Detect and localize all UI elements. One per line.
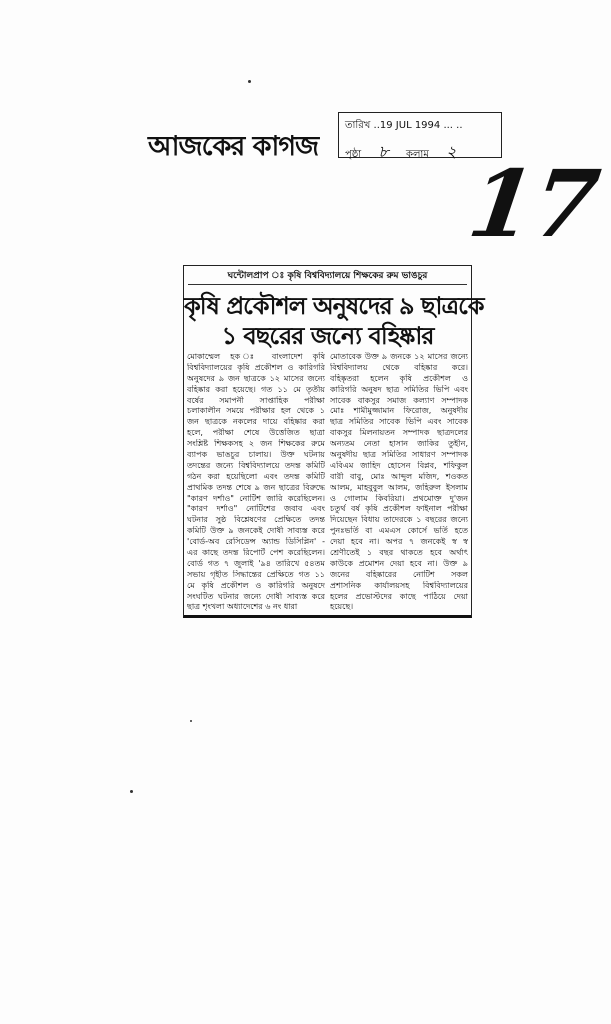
- article-text-line: প্রাথমিক তদন্ত শেষে ৯ জন ছাত্রের বিরুদ্ধে: [187, 482, 325, 492]
- article-strapline: ঘন্টোলপ্রাপ ঃ কৃষি বিশ্ববিদ্যালয়ে শিক্ষকের রুম ভাঙচুর: [188, 269, 467, 285]
- article-text-line: ও গোলাম কিবরিয়া। প্রথমোক্ত দু'জন: [330, 493, 468, 503]
- article-text-line: সাবেক বাকসুর সমাজ কল্যাণ সম্পাদক: [330, 395, 468, 405]
- article-text-line: বোর্ড গত ৭ জুলাই '৯৪ তারিখে ৫৪তম: [187, 558, 325, 568]
- article-text-line: দিয়েছেন বিধায় তাদেরকে ১ বছরের জন্যে: [330, 515, 468, 525]
- article-text-line: "কারণ দর্শাও" নোটিশের জবাব এবং: [187, 504, 325, 514]
- article-text-line: এবিএম জাহিদ হোসেন বিপ্লব, শফিকুল: [330, 460, 468, 470]
- article-text-line: বর্ষের সমাপনী সাপ্তাহিক পরীক্ষা: [187, 395, 325, 405]
- stamp-page-value: ৮: [378, 142, 389, 161]
- article-text-line: দেয়া হবে না। অপর ৭ জনকেই স্ব স্ব: [330, 537, 468, 547]
- article-text-line: কাউকে প্রমোশন দেয়া হবে না। উক্ত ৯: [330, 558, 468, 568]
- article-column-left: [187, 352, 325, 613]
- article-text-line: হলে, পরীক্ষা শেষে উত্তেজিত ছাত্রা: [187, 428, 325, 438]
- article-text-line: অন্যতম নেতা হাসান জাকির তুহীন,: [330, 439, 468, 449]
- stamp-date-value: 19 JUL 1994: [379, 120, 441, 131]
- article-text-line: মোতাবেক উক্ত ৯ জনকে ১২ মাসের জন্যে: [330, 352, 468, 361]
- article-text-line: বাকসুর মিলনায়তন সম্পাদক ছাত্রদলের: [330, 428, 468, 438]
- article-text-line: মে কৃষি প্রকৌশল ও কারিগরি অনুষদে: [187, 580, 325, 590]
- article-text-line: সংঘটিত ঘটনার জন্যে দোষী সাব্যস্ত করে: [187, 591, 325, 601]
- article-text-line: জন ছাত্রকে নকলের দায়ে বহিষ্কার করা: [187, 417, 325, 427]
- article-text-line: আলম, মাহবুবুল আলম, জহিরুল ইসলাম: [330, 482, 468, 492]
- article-text-line: হয়েছে।: [330, 602, 354, 612]
- article-column-right: [330, 352, 468, 613]
- article-text-line: কারিগরি অনুষদ ছাত্র সমিতির ভিপি এবং: [330, 384, 468, 394]
- article-text-line: ছাত্র সমিতির সাবেক ভিপি এবং সাবেক: [330, 417, 468, 427]
- article-text-line: অনুষদের ৯ জন ছাত্রকে ১২ মাসের জন্যে: [187, 373, 325, 383]
- article-text-line: শ্রেণীতেই ১ বছর থাকতে হবে অর্থাৎ: [330, 548, 468, 558]
- stamp-column-value: ২: [446, 142, 457, 161]
- handwritten-number: 17: [462, 150, 606, 258]
- article-text-line: ঘটনার সুষ্ঠ বিশ্লেষণের প্রেক্ষিতে তদন্ত: [187, 515, 325, 525]
- article-text-line: ছাত্র শৃংখলা অধ্যাদেশের ৬ নং ধারা: [187, 602, 298, 612]
- article-text-line: অনুষদীয় ছাত্র সমিতির সাধারণ সম্পাদক: [330, 450, 468, 460]
- article-text-line: পুনঃভর্তি বা এমএস কোর্সে ভর্তি হতে: [330, 526, 468, 536]
- article-text-line: বহিষ্কৃতরা হলেন কৃষি প্রকৌশল ও: [330, 373, 468, 383]
- article-text-line: বিশ্ববিদ্যালয়ের কৃষি প্রকৌশল ও কারিগরি: [187, 362, 325, 372]
- article-headline-line2: ১ বছরের জন্যে বহিষ্কার: [221, 322, 434, 350]
- article-text-line: বহিষ্কার করা হয়েছে। গত ১১ মে তৃতীয়: [187, 384, 325, 394]
- stamp-column-label: কলাম: [405, 149, 429, 160]
- article-text-line: হলের প্রভোস্টদের কাছে পাঠিয়ে দেয়া: [330, 591, 468, 601]
- stamp-date-label: তারিখ: [345, 120, 371, 131]
- newspaper-masthead: আজকের কাগজ: [148, 131, 319, 162]
- article-text-line: মোকাম্মেল হক ঃ বাংলাদেশ কৃষি: [187, 352, 325, 361]
- article-text-line: ব্যাপক ভাঙচুর চালায়। উক্ত ঘটনায়: [187, 450, 325, 460]
- article-headline-line1: কৃষি প্রকৌশল অনুষদের ৯ ছাত্রকে: [184, 292, 484, 320]
- article-text-line: বিশ্ববিদ্যালয় থেকে বহিষ্কার করে।: [330, 362, 468, 372]
- article-text-line: তদন্তের জন্যে বিশ্ববিদ্যালয়ে তদন্ত কমিটি: [187, 460, 325, 470]
- article-text-line: চলাকালীন সময়ে পরীক্ষার হল থেকে ১: [187, 406, 325, 416]
- article-text-line: জনের বহিষ্কারের নোটিশ সকল: [330, 569, 468, 579]
- article-text-line: "কারণ দর্শাও" নোটিশ জারি করেছিলেন।: [187, 493, 325, 503]
- article-text-line: কমিটি উক্ত ৯ জনকেই দোষী সাব্যস্ত করে: [187, 526, 325, 536]
- article-text-line: 'বোর্ড-অব রেসিডেন্স অ্যান্ড ডিসিপ্লিন' -: [187, 537, 325, 547]
- article-text-line: গঠন করা হয়েছিলো এবং তদন্ত কমিটি: [187, 471, 325, 481]
- article-text-line: বারী বাবু, মোঃ আব্দুল মজিদ, শওকত: [330, 471, 468, 481]
- stamp-date-row: তারিখ ..19 JUL 1994 ... ..: [345, 120, 463, 131]
- article-text-line: এর কাছে তদন্ত রিপোর্ট পেশ করেছিলেন।: [187, 548, 325, 558]
- article-text-line: সভায় গৃহীত সিদ্ধান্তের প্রেক্ষিতে গত ১১: [187, 569, 325, 579]
- article-text-line: মোঃ শামীমুজ্জামান ফিরোজ, অনুষদীয়: [330, 406, 468, 416]
- article-text-line: প্রশাসনিক কার্যালয়সহ বিশ্ববিদ্যালয়ের: [330, 580, 468, 590]
- stamp-page-label: পৃষ্ঠা: [345, 149, 362, 160]
- article-text-line: সংশ্লিষ্ট শিক্ষকসহ ২ জন শিক্ষকের রুমে: [187, 439, 325, 449]
- news-clipping: [183, 265, 484, 618]
- stamp-page-row: [345, 139, 470, 166]
- article-text-line: চতুর্থ বর্ষ কৃষি প্রকৌশল ফাইনাল পরীক্ষা: [330, 504, 468, 514]
